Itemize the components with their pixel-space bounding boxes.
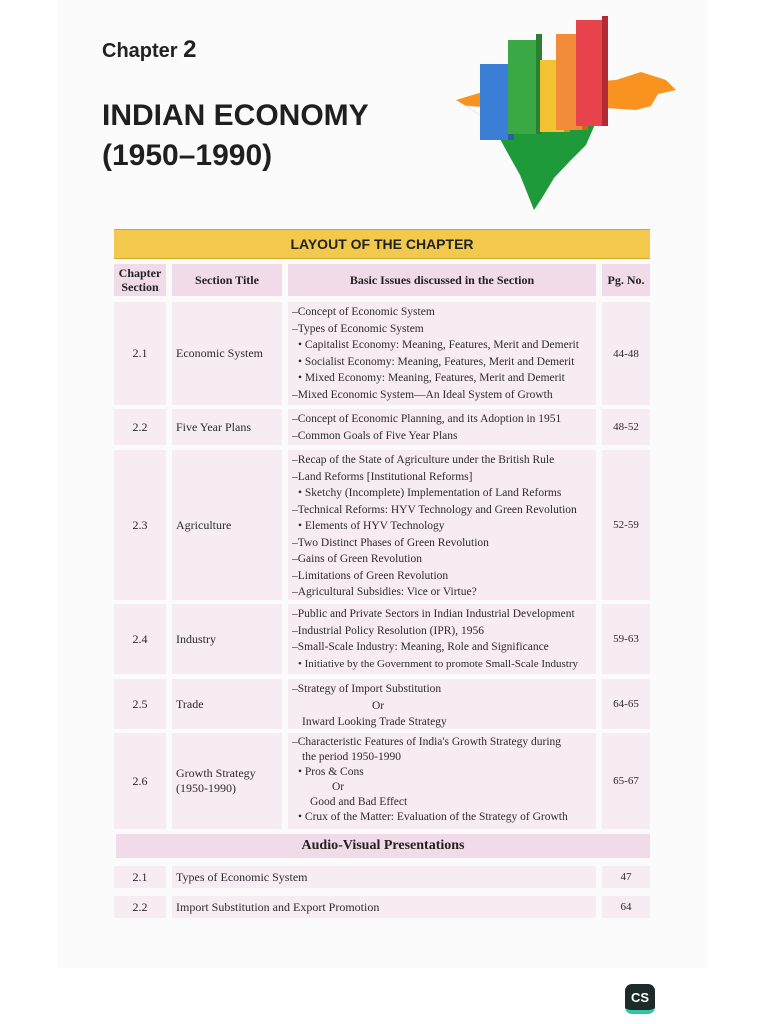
av-page-number: 64 bbox=[602, 896, 650, 918]
issue-line: –Technical Reforms: HYV Technology and Green Revolution bbox=[292, 503, 577, 516]
issue-line: • Initiative by the Government to promote Small-Scale Industry bbox=[298, 657, 579, 670]
row-page-number: 44-48 bbox=[602, 302, 650, 405]
issue-line: • Socialist Economy: Meaning, Features, Merit and Demerit bbox=[298, 355, 575, 368]
row-page-number: 48-52 bbox=[602, 409, 650, 445]
issue-line: –Concept of Economic System bbox=[292, 306, 435, 318]
issue-line: –Common Goals of Five Year Plans bbox=[292, 429, 458, 442]
row-section-title-line1: Growth Strategy bbox=[176, 766, 256, 780]
chapter-title bbox=[102, 96, 369, 176]
row-issues-list bbox=[288, 302, 596, 405]
issue-line: –Gains of Green Revolution bbox=[292, 553, 422, 565]
issue-line: –Characteristic Features of India's Growth Strategy during bbox=[292, 736, 562, 748]
av-section-number: 2.2 bbox=[114, 896, 166, 918]
issue-line: –Agricultural Subsidies: Vice or Virtue? bbox=[292, 586, 477, 598]
row-section-title bbox=[172, 733, 282, 829]
chapter-title-line2: (1950–1990) bbox=[102, 139, 273, 172]
row-section-number: 2.3 bbox=[114, 450, 166, 600]
row-section-number: 2.2 bbox=[114, 409, 166, 445]
row-section-number: 2.6 bbox=[114, 733, 166, 829]
row-issues-list bbox=[288, 409, 596, 445]
row-section-title: Trade bbox=[172, 679, 282, 729]
audio-visual-banner: Audio-Visual Presentations bbox=[116, 834, 650, 858]
issue-line: –Mixed Economic System—An Ideal System of Growth bbox=[292, 388, 553, 401]
av-title: Types of Economic System bbox=[172, 866, 596, 888]
column-header-section-line1: Chapter bbox=[118, 266, 162, 280]
av-section-number: 2.1 bbox=[114, 866, 166, 888]
issue-line: Good and Bad Effect bbox=[310, 796, 408, 808]
issue-line: –Recap of the State of Agriculture under the British Rule bbox=[292, 454, 555, 466]
row-page-number: 52-59 bbox=[602, 450, 650, 600]
row-issues-list bbox=[288, 604, 596, 674]
issue-line: –Two Distinct Phases of Green Revolution bbox=[292, 536, 489, 549]
issue-line: Or bbox=[372, 699, 385, 712]
issue-line: –Concept of Economic Planning, and its Adoption in 1951 bbox=[292, 413, 562, 425]
chapter-number: 2 bbox=[183, 36, 197, 63]
issue-line: • Elements of HYV Technology bbox=[298, 520, 445, 532]
row-section-title: Industry bbox=[172, 604, 282, 674]
row-issues-list bbox=[288, 450, 596, 600]
column-header-page: Pg. No. bbox=[602, 264, 650, 296]
column-header-section-line2: Section bbox=[121, 280, 159, 294]
issue-line: –Strategy of Import Substitution bbox=[292, 683, 442, 695]
issue-line: –Limitations of Green Revolution bbox=[292, 569, 449, 582]
issue-line: Inward Looking Trade Strategy bbox=[302, 716, 447, 728]
issue-line: –Public and Private Sectors in Indian Industrial Development bbox=[292, 608, 575, 620]
row-section-number: 2.4 bbox=[114, 604, 166, 674]
chapter-title-line1: INDIAN ECONOMY bbox=[102, 99, 369, 132]
av-page-number: 47 bbox=[602, 866, 650, 888]
column-header-title: Section Title bbox=[172, 264, 282, 296]
av-title: Import Substitution and Export Promotion bbox=[172, 896, 596, 918]
row-issues-list bbox=[288, 733, 596, 829]
issue-line: • Sketchy (Incomplete) Implementation of Land Reforms bbox=[298, 487, 562, 499]
row-page-number: 65-67 bbox=[602, 733, 650, 829]
issue-line: • Pros & Cons bbox=[298, 766, 364, 778]
issue-line: Or bbox=[332, 781, 345, 793]
issue-line: –Types of Economic System bbox=[292, 322, 424, 335]
issue-line: • Capitalist Economy: Meaning, Features, Merit and Demerit bbox=[298, 339, 579, 351]
row-section-title: Five Year Plans bbox=[172, 409, 282, 445]
issue-line: –Land Reforms [Institutional Reforms] bbox=[292, 470, 473, 483]
issue-line: • Crux of the Matter: Evaluation of the Strategy of Growth bbox=[298, 811, 568, 823]
issue-line: the period 1950-1990 bbox=[302, 751, 402, 763]
row-section-title: Economic System bbox=[172, 302, 282, 405]
row-section-number: 2.1 bbox=[114, 302, 166, 405]
column-header-issues: Basic Issues discussed in the Section bbox=[288, 264, 596, 296]
chapter-label bbox=[102, 36, 197, 64]
row-section-title-line2: (1950-1990) bbox=[176, 781, 236, 795]
row-page-number: 64-65 bbox=[602, 679, 650, 729]
column-header-section bbox=[114, 264, 166, 296]
row-page-number: 59-63 bbox=[602, 604, 650, 674]
issue-line: • Mixed Economy: Meaning, Features, Merit and Demerit bbox=[298, 372, 565, 384]
layout-banner: LAYOUT OF THE CHAPTER bbox=[114, 229, 650, 259]
row-issues-list bbox=[288, 679, 596, 729]
india-bar-chart-illustration bbox=[436, 10, 686, 220]
chapter-word: Chapter bbox=[102, 40, 178, 62]
camscanner-logo: CS bbox=[625, 984, 655, 1014]
row-section-title: Agriculture bbox=[172, 450, 282, 600]
issue-line: –Small-Scale Industry: Meaning, Role and Significance bbox=[292, 641, 549, 653]
issue-line: –Industrial Policy Resolution (IPR), 1956 bbox=[292, 624, 484, 637]
row-section-number: 2.5 bbox=[114, 679, 166, 729]
